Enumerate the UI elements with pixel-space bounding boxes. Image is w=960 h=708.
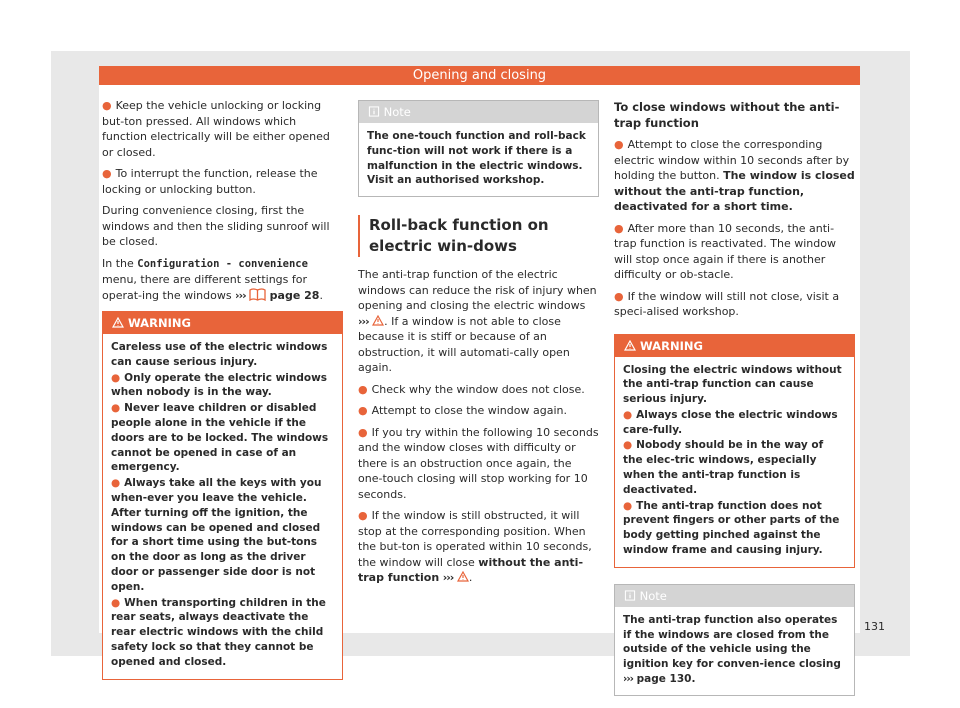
section-title: Roll-back function on electric win-dows: [358, 215, 599, 257]
note-body: The anti-trap function also operates if the windows are closed from the outside of the vehicle using the ignition key for conven-ience closing ››› page 130.: [623, 613, 841, 686]
bullet-item: ● To interrupt the function, release the locking or unlocking button.: [102, 167, 318, 196]
page-reference-link[interactable]: page 130: [636, 673, 692, 686]
warning-icon[interactable]: [372, 315, 384, 326]
note-body: The one-touch function and roll-back func-tion will not work if there is a malfunction in the electric windows. Visit an authorised workshop.: [367, 130, 586, 187]
column-middle: [358, 100, 599, 592]
cross-reference-arrows: ›››: [235, 288, 246, 302]
note-header: Note: [615, 585, 854, 607]
warning-intro: Closing the electric windows without the anti-trap function can cause serious injury.: [623, 363, 842, 406]
warning-box: [614, 334, 855, 568]
bullet-item: ● If you try within the following 10 seconds and the window closes with difficulty or there is an obstruction once again, the one-touch closing will stop working for 10 seconds.: [358, 425, 599, 501]
bullet-icon: ●: [614, 221, 624, 235]
bullet-icon: ●: [111, 477, 121, 490]
cross-reference-arrows: ›››: [623, 673, 633, 686]
paragraph: The anti-trap function of the electric windows can reduce the risk of injury when opening and closing the electric windows ››› . If a window is not able to close because it is stiff or because of an obstruction, it will automati-cally open again.: [358, 268, 597, 375]
bullet-item: ● If the window is still obstructed, it will stop at the corresponding position. When the but-ton is operated within 10 seconds, the window will close without the anti-trap function ››› .: [358, 509, 592, 585]
bullet-icon: ●: [623, 439, 633, 452]
bullet-item: ● Check why the window does not close.: [358, 382, 585, 396]
warning-item: ● Always close the electric windows care-fully.: [623, 408, 838, 436]
warning-body: [103, 334, 342, 679]
warning-icon: [112, 317, 124, 328]
bullet-icon: ●: [111, 371, 121, 384]
bullet-icon: ●: [614, 289, 624, 303]
bullet-icon: ●: [102, 99, 112, 112]
bullet-icon: ●: [358, 382, 368, 396]
warning-box: [102, 311, 343, 680]
page-reference-link[interactable]: page 28: [269, 288, 320, 302]
note-box: [358, 100, 599, 197]
warning-item: ● The anti-trap function does not prevent fingers or other parts of the body getting pinched against the window frame and causing injury.: [623, 499, 840, 557]
warning-item: ● Only operate the electric windows when nobody is in the way.: [111, 371, 328, 399]
bullet-icon: ●: [358, 425, 368, 439]
warning-icon: [624, 340, 636, 351]
bullet-icon: ●: [614, 138, 624, 151]
book-icon: [249, 288, 266, 301]
bullet-item: ● Attempt to close the window again.: [358, 404, 567, 418]
column-right: [614, 100, 855, 696]
warning-intro: Careless use of the electric windows can cause serious injury.: [111, 341, 328, 368]
warning-item: ● Nobody should be in the way of the elec-tric windows, especially when the anti-trap function is deactivated.: [623, 439, 824, 496]
bullet-icon: ●: [623, 408, 633, 421]
bullet-icon: ●: [111, 596, 121, 609]
bullet-icon: ●: [111, 402, 121, 415]
warning-item: ● When transporting children in the rear seats, always deactivate the rear electric windows with the child safety lock so that they cannot be opened and closed.: [111, 596, 326, 668]
bullet-icon: ●: [623, 499, 633, 512]
page-number: 131: [864, 620, 885, 633]
note-header: Note: [359, 101, 598, 123]
paragraph: In the Configuration - convenience menu, there are different settings for operat-ing the windows ››› page 28.: [102, 256, 323, 302]
bullet-icon: ●: [102, 167, 112, 180]
page-header: Opening and closing: [99, 66, 860, 85]
subheading: To close windows without the anti-trap function: [614, 100, 840, 130]
paragraph: During convenience closing, first the windows and then the sliding sunroof will be closed.: [102, 204, 330, 248]
warning-header: WARNING: [103, 312, 342, 334]
bullet-icon: ●: [358, 509, 368, 523]
bullet-item: ● Keep the vehicle unlocking or locking but-ton pressed. All windows which function electrically will be either opened or closed.: [102, 99, 330, 159]
cross-reference-arrows: ›››: [358, 314, 369, 328]
column-left: [102, 98, 343, 680]
warning-body: [615, 357, 854, 567]
info-icon: [624, 590, 636, 601]
warning-item: ● Never leave children or disabled people alone in the vehicle if the doors are to be locked. The windows cannot be opened in case of an emergency.: [111, 402, 329, 474]
warning-icon[interactable]: [457, 571, 469, 582]
cross-reference-arrows: ›››: [442, 571, 454, 585]
warning-item: ● Always take all the keys with you when-ever you leave the vehicle. After turning off the ignition, the windows can be opened and closed for a short time using the but-tons on the door as long as the driver door or passenger side door is not open.: [111, 477, 322, 593]
bullet-item: ● If the window will still not close, visit a speci-alised workshop.: [614, 289, 840, 318]
warning-header: WARNING: [615, 335, 854, 357]
bullet-item: ● Attempt to close the corresponding electric window within 10 seconds after by holding the button. The window is closed without the anti-trap function, deactivated for a short time.: [614, 138, 855, 213]
info-icon: [368, 106, 380, 117]
bullet-icon: ●: [358, 404, 368, 418]
bullet-item: ● After more than 10 seconds, the anti-trap function is reactivated. The window will stop once again if there is another difficulty or ob-stacle.: [614, 221, 836, 281]
note-box: [614, 584, 855, 696]
menu-name: Configuration - convenience: [137, 257, 308, 270]
